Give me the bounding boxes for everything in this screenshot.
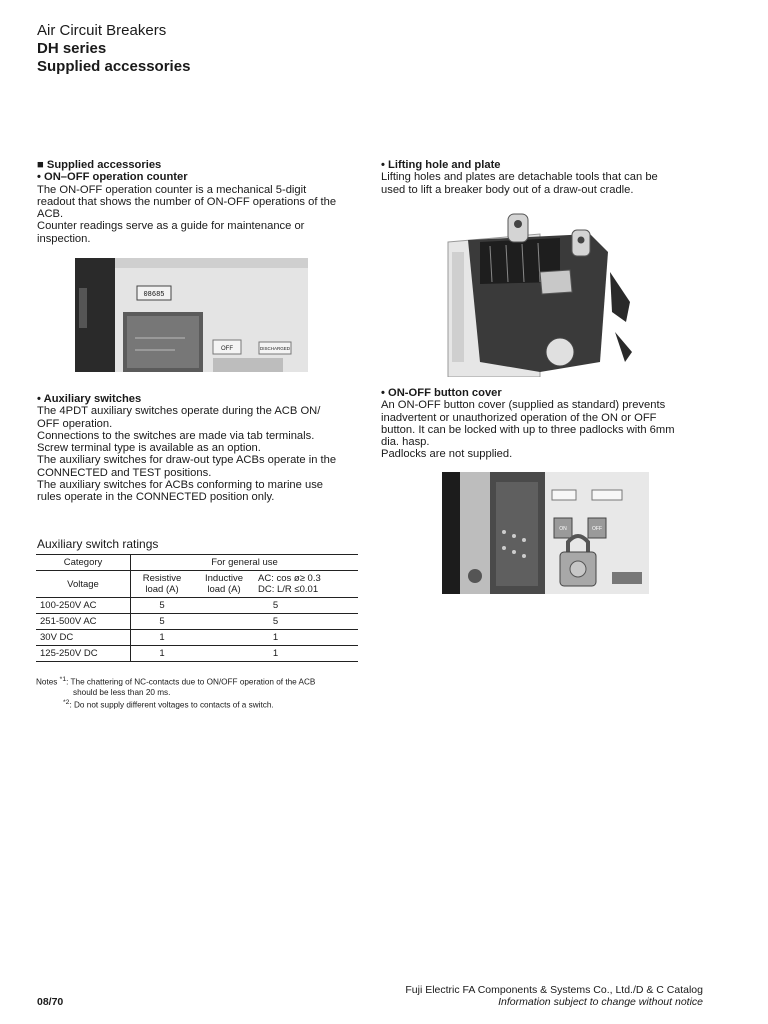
counter-title: • ON–OFF operation counter [37, 171, 188, 184]
category-header: Category [36, 555, 131, 571]
table-header-row [36, 555, 358, 571]
counter-section [37, 159, 367, 245]
cover-section [381, 387, 711, 461]
inductive-cell: 1 [272, 632, 279, 643]
footer-notice: Information subject to change without notice [498, 996, 703, 1008]
cover-line: dia. hasp. [381, 436, 430, 449]
resistive-cell: 5 [159, 600, 165, 611]
header-category: Air Circuit Breakers [37, 22, 167, 39]
table-row [36, 630, 358, 646]
resistive-cell: 1 [159, 632, 165, 643]
voltage-cell: 100-250V AC [36, 598, 131, 614]
off-button-label: OFF [592, 526, 602, 532]
page-number: 08/70 [37, 996, 64, 1008]
counter-digits: 08685 [143, 291, 165, 299]
notes-label: Notes [36, 677, 58, 687]
note-1 [36, 675, 361, 688]
page-title: Supplied accessories [37, 58, 191, 75]
lifting-line: used to lift a breaker body out of a draw-out cradle. [381, 183, 634, 196]
cover-line: An ON-OFF button cover (supplied as standard) prevents [381, 399, 666, 412]
header-series: DH series [37, 40, 107, 57]
on-button-label: ON [559, 526, 567, 532]
note-1-mark: *1 [59, 676, 67, 683]
section-heading: ■ Supplied accessories [37, 159, 162, 171]
counter-photo [75, 258, 308, 372]
aux-line: Connections to the switches are made via tab terminals. [37, 429, 315, 442]
aux-line: The auxiliary switches for ACBs conforming to marine use [37, 479, 324, 492]
off-label: OFF [221, 346, 233, 352]
general-use-header: For general use [211, 557, 278, 568]
footer-company: Fuji Electric FA Components & Systems Co., Ltd./D & C Catalog [405, 984, 703, 996]
inductive-header-line: Inductive [204, 573, 244, 584]
inductive-cell: 1 [272, 648, 279, 659]
lifting-title: • Lifting hole and plate [381, 159, 501, 171]
lifting-line: Lifting holes and plates are detachable tools that can be [381, 171, 658, 184]
button-cover-photo [442, 472, 649, 594]
resistive-header [131, 571, 194, 598]
inductive-cell: 5 [272, 616, 279, 627]
aux-line: The auxiliary switches for draw-out type ACBs operate in the [37, 454, 337, 467]
aux-line: CONNECTED and TEST positions. [37, 466, 212, 479]
table-title: Auxiliary switch ratings [37, 537, 159, 551]
inductive-cell: 5 [272, 600, 279, 611]
cover-line: inadvertent or unauthorized operation of the ON or OFF [381, 411, 657, 424]
cover-line: Padlocks are not supplied. [381, 448, 513, 461]
note-2-text: : Do not supply different voltages to contacts of a switch. [69, 700, 274, 710]
resistive-header-line: Resistive [142, 573, 182, 584]
lifting-section [381, 159, 711, 196]
condition-header-line: AC: cos ø≥ 0.3 [258, 573, 321, 584]
aux-line: The 4PDT auxiliary switches operate during the ACB ON/ [37, 405, 321, 418]
cover-title: • ON-OFF button cover [381, 387, 502, 399]
cover-line: button. It can be locked with up to three padlocks with 6mm [381, 423, 675, 436]
aux-title: • Auxiliary switches [37, 393, 142, 405]
note-1-text: : The chattering of NC-contacts due to ON/OFF operation of the ACB [66, 677, 316, 687]
aux-line: Screw terminal type is available as an option. [37, 442, 261, 455]
discharged-label: DISCHARGED [259, 346, 291, 351]
counter-line: The ON-OFF operation counter is a mechanical 5-digit [37, 183, 307, 196]
note-1-cont: should be less than 20 ms. [73, 687, 171, 697]
resistive-cell: 5 [159, 616, 165, 627]
aux-switch-ratings-table [36, 554, 358, 662]
aux-line: OFF operation. [37, 417, 113, 430]
notes [36, 675, 361, 710]
counter-line: inspection. [37, 232, 91, 245]
voltage-header: Voltage [36, 571, 131, 598]
aux-line: rules operate in the CONNECTED position only. [37, 491, 275, 504]
table-row [36, 646, 358, 662]
inductive-header-line: load (A) [207, 584, 241, 595]
counter-line: ACB. [37, 208, 64, 221]
voltage-cell: 30V DC [36, 630, 131, 646]
voltage-cell: 251-500V AC [36, 614, 131, 630]
inductive-header [193, 571, 255, 598]
resistive-header-line: load (A) [145, 584, 179, 595]
condition-header [255, 571, 358, 598]
condition-header-line: DC: L/R ≤0.01 [258, 584, 319, 595]
note-2-mark: *2 [63, 698, 70, 706]
voltage-cell: 125-250V DC [36, 646, 131, 662]
resistive-cell: 1 [159, 648, 165, 659]
table-subheader-row [36, 571, 358, 598]
aux-section [37, 393, 367, 504]
lifting-photo [440, 212, 640, 377]
table-row [36, 614, 358, 630]
note-2 [36, 698, 361, 711]
counter-line: readout that shows the number of ON-OFF operations of the [37, 195, 337, 208]
table-row [36, 598, 358, 614]
counter-line: Counter readings serve as a guide for maintenance or [37, 220, 305, 233]
